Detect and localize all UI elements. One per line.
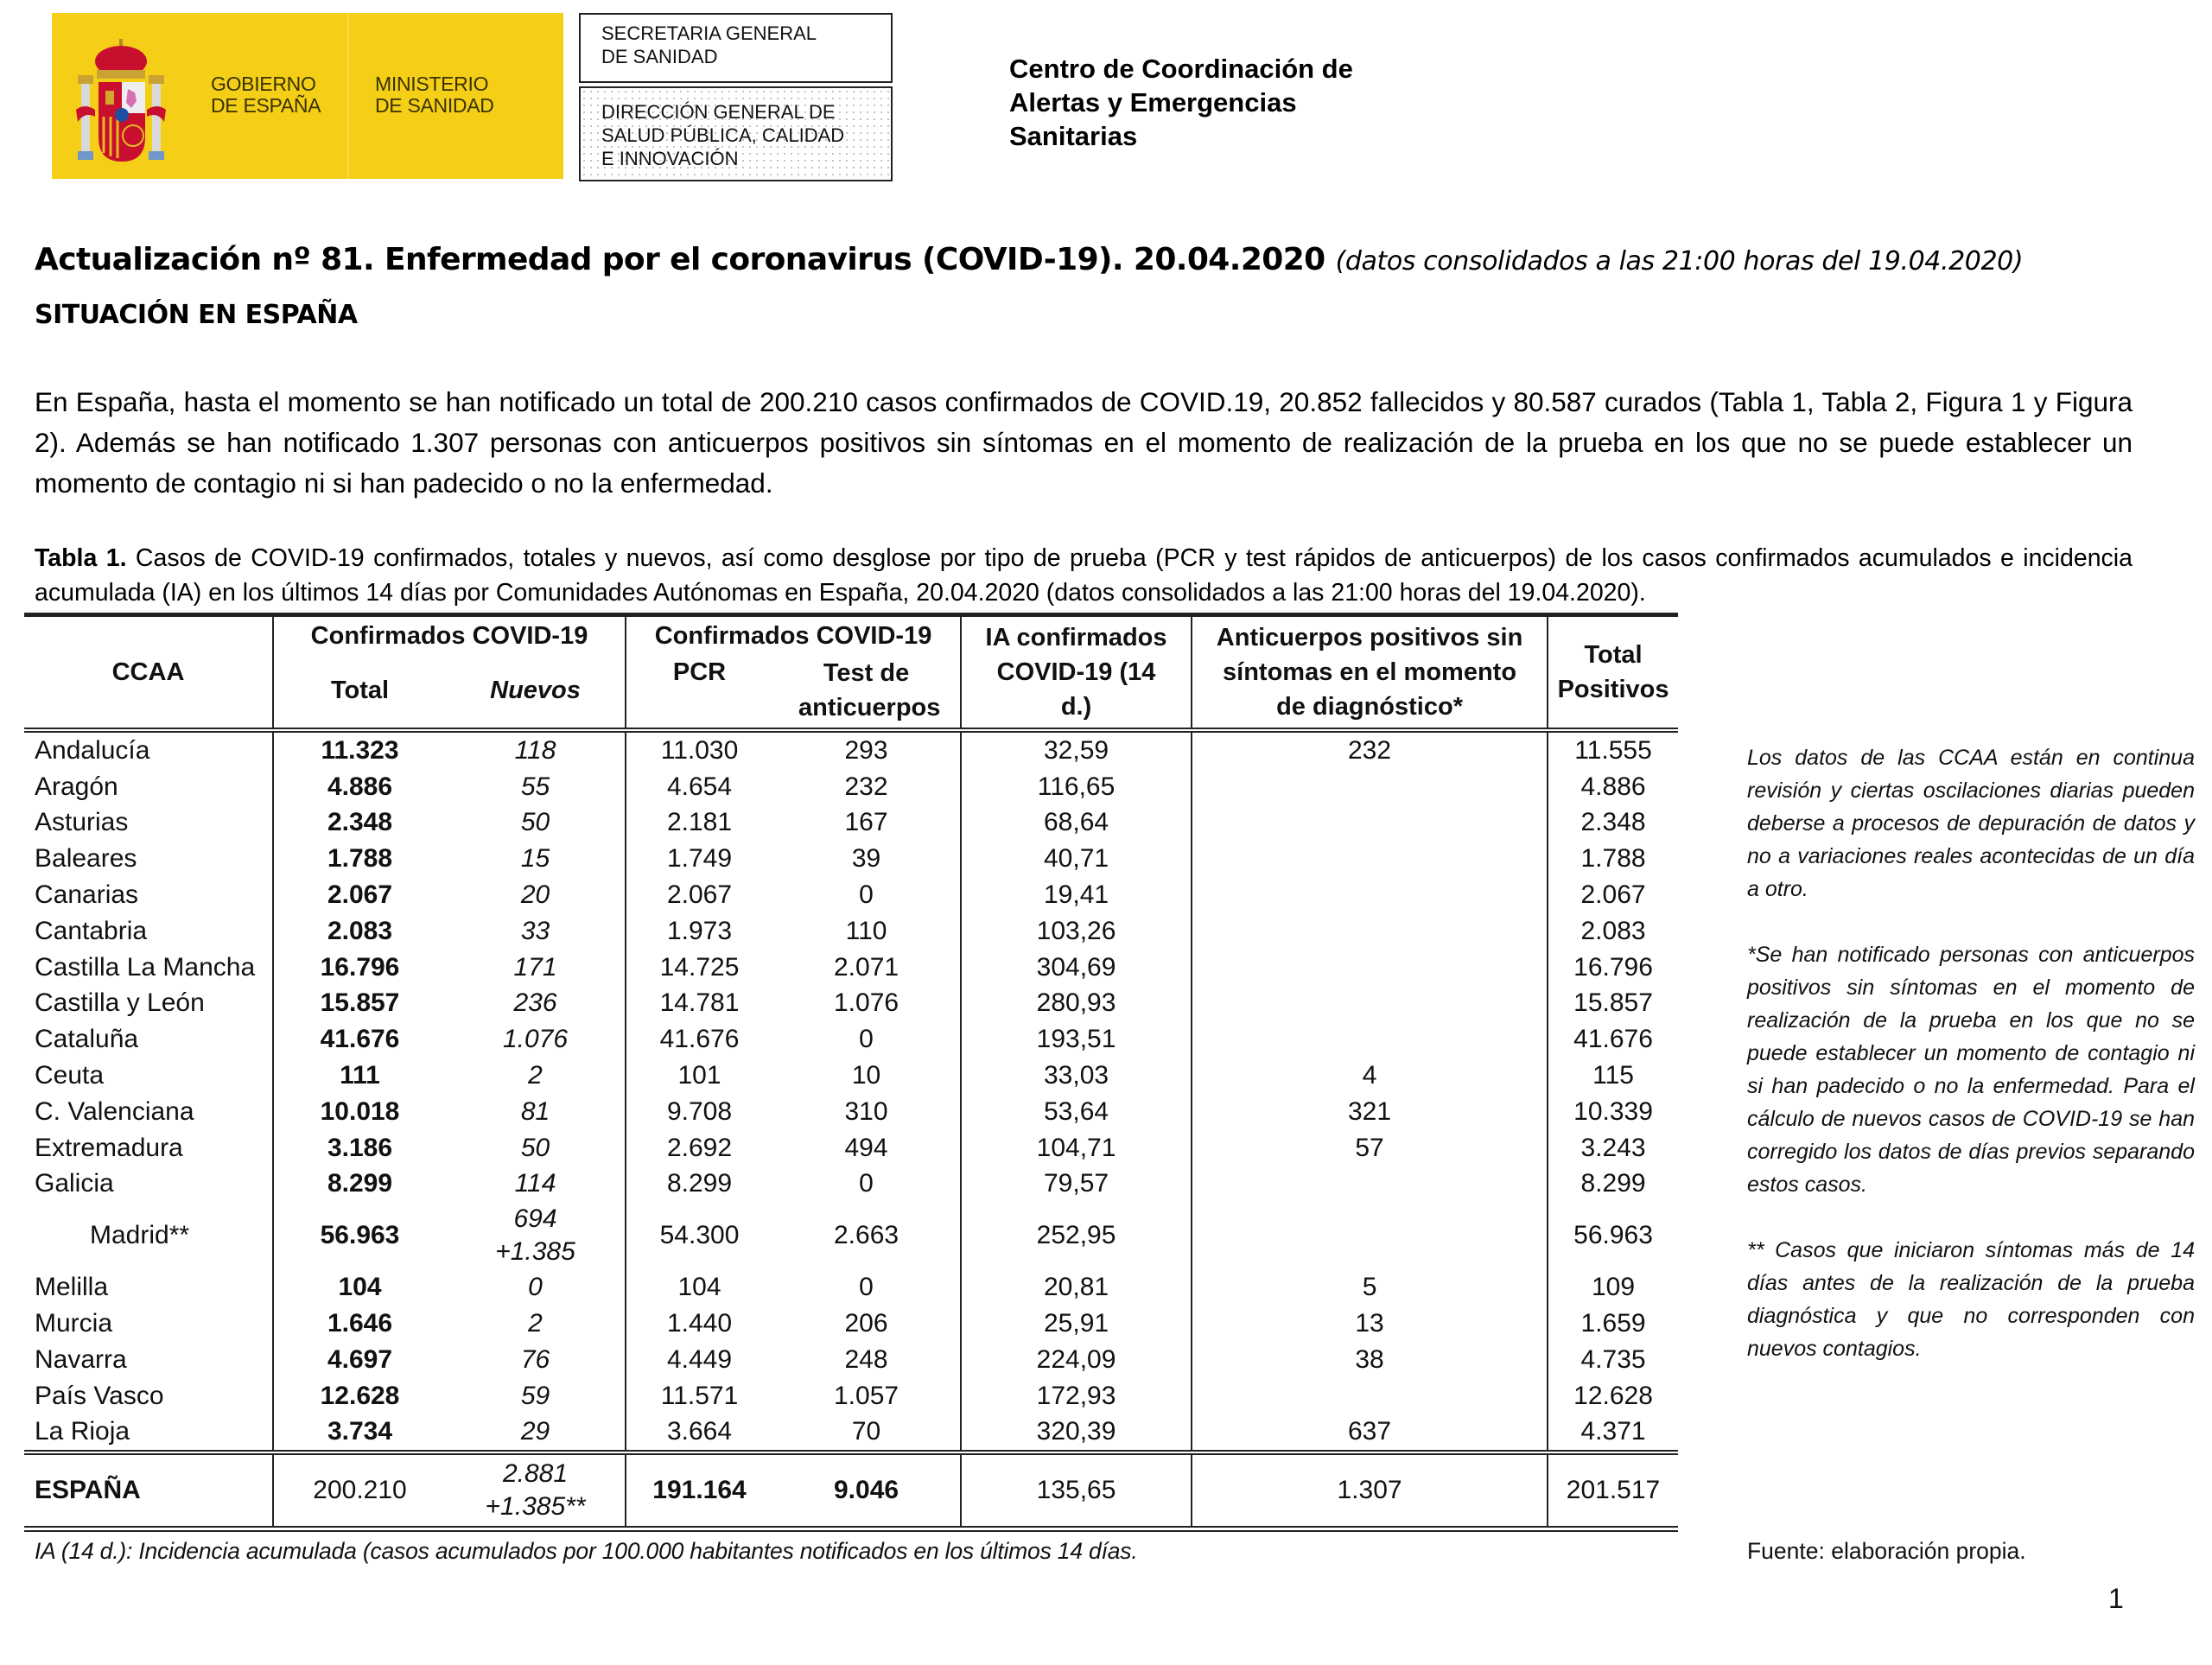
section-heading: SITUACIÓN EN ESPAÑA	[35, 300, 358, 330]
cell-total: 3.734	[273, 1414, 446, 1453]
cell-nuevos: 81	[520, 1096, 550, 1126]
cell-pcr: 191.164	[626, 1452, 772, 1529]
cell-total-positivos: 4.886	[1548, 769, 1678, 805]
cell-pcr: 2.181	[626, 805, 772, 842]
header-pcr: PCR	[626, 653, 772, 730]
table-row	[24, 1130, 1678, 1166]
cell-test: 2.071	[833, 952, 899, 982]
cell-anticuerpos	[1192, 1202, 1548, 1269]
cell-anticuerpos	[1192, 877, 1548, 913]
cell-test: 293	[844, 735, 888, 765]
cell-total-positivos: 16.796	[1548, 950, 1678, 986]
cell-ccaa: Cantabria	[35, 916, 148, 945]
cell-ccaa: Melilla	[35, 1273, 109, 1302]
cell-test: 0	[859, 1273, 874, 1302]
cell-ia: 33,03	[961, 1058, 1192, 1094]
cell-test: 110	[845, 916, 887, 945]
page-title	[35, 242, 2023, 277]
cell-total-positivos: 56.963	[1548, 1202, 1678, 1269]
covid-table	[24, 613, 1678, 1532]
cell-pcr: 104	[626, 1269, 772, 1306]
header-test: Test de anticuerpos	[772, 653, 961, 730]
cell-total-positivos: 4.735	[1548, 1342, 1678, 1378]
table-row	[24, 986, 1678, 1022]
cell-ccaa: Castilla La Mancha	[35, 952, 256, 982]
page-number: 1	[2108, 1583, 2124, 1614]
table-row	[24, 1378, 1678, 1414]
header-anticuerpos: Anticuerpos positivos sin síntomas en el momento de diagnóstico*	[1192, 615, 1548, 731]
logo-divider	[347, 13, 349, 179]
table-row	[24, 1094, 1678, 1130]
header-ccaa: CCAA	[24, 615, 273, 731]
gobierno-text: GOBIERNO DE ESPAÑA	[211, 73, 321, 117]
gobierno-logo	[52, 13, 563, 179]
side-note-anticuerpos: *Se han notificado personas con anticuerpos positivos sin síntomas en el momento de realización de la prueba en los que no se puede establecer un momento de contagio ni si han padecido o no la enfermedad. Para el cálculo de nuevos casos de COVID-19 se han corregido los datos de días previos separando estos casos.	[1747, 943, 2195, 1197]
cell-ia: 79,57	[961, 1166, 1192, 1203]
cell-total-positivos: 15.857	[1548, 986, 1678, 1022]
cell-test: 232	[844, 772, 888, 801]
cell-nuevos: 29	[520, 1417, 550, 1446]
title-subtitle: (datos consolidados a las 21:00 horas del 19.04.2020)	[1335, 246, 2024, 276]
centro-coordinacion-heading: Centro de Coordinación de Alertas y Emergencias Sanitarias	[1009, 54, 1353, 151]
cell-ia: 193,51	[961, 1021, 1192, 1058]
cell-anticuerpos	[1192, 913, 1548, 950]
cell-ccaa: Extremadura	[35, 1133, 183, 1162]
cell-anticuerpos	[1192, 1378, 1548, 1414]
cell-ccaa: Navarra	[35, 1344, 127, 1374]
cell-test: 0	[859, 1169, 874, 1198]
cell-test: 10	[851, 1061, 881, 1090]
cell-ia: 68,64	[961, 805, 1192, 842]
cell-pcr: 2.692	[626, 1130, 772, 1166]
source-note: Fuente: elaboración propia.	[1747, 1538, 2026, 1564]
secretaria-box: SECRETARIA GENERAL DE SANIDAD	[579, 13, 893, 83]
cell-total-positivos: 8.299	[1548, 1166, 1678, 1203]
cell-total-positivos: 109	[1548, 1269, 1678, 1306]
cell-total-positivos: 12.628	[1548, 1378, 1678, 1414]
cell-pcr: 1.440	[626, 1306, 772, 1342]
cell-anticuerpos: 13	[1192, 1306, 1548, 1342]
cell-ia: 32,59	[961, 730, 1192, 769]
header-ia: IA confirmados COVID-19 (14 d.)	[961, 615, 1192, 731]
header-confirmados-test-group: Confirmados COVID-19	[626, 615, 961, 654]
cell-nuevos: 114	[514, 1169, 556, 1198]
cell-ia: 320,39	[961, 1414, 1192, 1453]
cell-anticuerpos: 4	[1192, 1058, 1548, 1094]
cell-ia: 19,41	[961, 877, 1192, 913]
cell-test: 2.663	[833, 1221, 899, 1250]
cell-total-positivos: 11.555	[1548, 730, 1678, 769]
cell-test: 9.046	[772, 1452, 961, 1529]
cell-pcr: 9.708	[626, 1094, 772, 1130]
cell-pcr: 4.449	[626, 1342, 772, 1378]
coat-of-arms-icon	[74, 35, 169, 167]
cell-ia: 135,65	[961, 1452, 1192, 1529]
cell-test: 310	[844, 1096, 888, 1126]
header-nuevos: Nuevos	[446, 653, 626, 730]
cell-ia: 116,65	[961, 769, 1192, 805]
cell-total-positivos: 1.788	[1548, 841, 1678, 877]
cell-pcr: 2.067	[626, 877, 772, 913]
cell-ia: 40,71	[961, 841, 1192, 877]
cell-pcr: 41.676	[626, 1021, 772, 1058]
cell-ccaa: Andalucía	[35, 735, 150, 765]
cell-total-positivos: 1.659	[1548, 1306, 1678, 1342]
table-row	[24, 1269, 1678, 1306]
table-row	[24, 1414, 1678, 1453]
cell-nuevos: 50	[520, 1133, 550, 1162]
cell-anticuerpos	[1192, 950, 1548, 986]
cell-ccaa: Ceuta	[35, 1061, 105, 1090]
cell-anticuerpos: 57	[1192, 1130, 1548, 1166]
table-row	[24, 805, 1678, 842]
cell-ccaa: País Vasco	[35, 1381, 164, 1410]
ministerio-text: MINISTERIO DE SANIDAD	[375, 73, 494, 117]
cell-pcr: 8.299	[626, 1166, 772, 1203]
table-row	[24, 877, 1678, 913]
cell-total: 1.646	[273, 1306, 446, 1342]
cell-test: 248	[844, 1344, 888, 1374]
cell-ccaa: Galicia	[35, 1169, 114, 1198]
cell-ccaa: Murcia	[35, 1309, 113, 1338]
cell-nuevos: 694 +1.385	[495, 1204, 575, 1267]
cell-total: 2.348	[273, 805, 446, 842]
table-row	[24, 1166, 1678, 1203]
table-row	[24, 913, 1678, 950]
intro-paragraph: En España, hasta el momento se han notificado un total de 200.210 casos confirmados de COVID.19, 20.852 fallecidos y 80.587 curados (Tabla 1, Tabla 2, Figura 1 y Figura 2). Además se han notificado 1.307 personas con anticuerpos positivos sin síntomas en el momento de realización de la prueba en los que no se puede establecer un momento de contagio ni si han padecido o no la enfermedad.	[35, 386, 2133, 499]
cell-ccaa: Canarias	[35, 880, 139, 910]
cell-ccaa: Madrid**	[90, 1221, 190, 1250]
table-row	[24, 1306, 1678, 1342]
cell-total-positivos: 10.339	[1548, 1094, 1678, 1130]
cell-nuevos: 20	[520, 880, 550, 910]
cell-ia: 20,81	[961, 1269, 1192, 1306]
cell-anticuerpos: 232	[1192, 730, 1548, 769]
cell-ccaa: C. Valenciana	[35, 1096, 194, 1126]
table-caption	[35, 541, 2133, 610]
cell-total-positivos: 201.517	[1548, 1452, 1678, 1529]
cell-nuevos: 33	[520, 916, 550, 945]
cell-nuevos: 55	[520, 772, 550, 801]
cell-test: 494	[844, 1133, 888, 1162]
title-main: Actualización nº 81. Enfermedad por el coronavirus (COVID-19). 20.04.2020	[35, 242, 1325, 277]
table-row	[24, 841, 1678, 877]
cell-anticuerpos: 5	[1192, 1269, 1548, 1306]
cell-total: 16.796	[273, 950, 446, 986]
header-confirmados-group: Confirmados COVID-19	[273, 615, 626, 654]
cell-ia: 103,26	[961, 913, 1192, 950]
table-row	[24, 1202, 1678, 1269]
cell-total: 2.067	[273, 877, 446, 913]
header-total-positivos: Total Positivos	[1548, 615, 1678, 731]
cell-test: 1.057	[833, 1381, 899, 1410]
cell-ccaa: La Rioja	[35, 1417, 130, 1446]
cell-total-positivos: 41.676	[1548, 1021, 1678, 1058]
cell-total-positivos: 3.243	[1548, 1130, 1678, 1166]
cell-pcr: 14.725	[626, 950, 772, 986]
side-note-madrid: ** Casos que iniciaron síntomas más de 14 días antes de la realización de la prueba diagnóstica y que no corresponden con nuevos contagios.	[1747, 1238, 2195, 1361]
cell-total-positivos: 2.067	[1548, 877, 1678, 913]
cell-total: 11.323	[273, 730, 446, 769]
cell-ia: 172,93	[961, 1378, 1192, 1414]
cell-nuevos: 2.881 +1.385**	[446, 1452, 626, 1529]
cell-ccaa: Cataluña	[35, 1025, 139, 1054]
cell-ia: 304,69	[961, 950, 1192, 986]
cell-total: 104	[273, 1269, 446, 1306]
cell-total: 1.788	[273, 841, 446, 877]
header-total: Total	[273, 653, 446, 730]
cell-ccaa: Castilla y León	[35, 988, 205, 1018]
cell-nuevos: 171	[513, 952, 557, 982]
cell-pcr: 11.571	[626, 1378, 772, 1414]
cell-pcr: 1.749	[626, 841, 772, 877]
cell-nuevos: 1.076	[502, 1025, 569, 1054]
cell-pcr: 4.654	[626, 769, 772, 805]
cell-total-positivos: 4.371	[1548, 1414, 1678, 1453]
cell-ccaa: ESPAÑA	[24, 1452, 273, 1529]
cell-nuevos: 2	[528, 1309, 543, 1338]
cell-pcr: 14.781	[626, 986, 772, 1022]
cell-test: 39	[851, 844, 881, 874]
cell-nuevos: 15	[520, 844, 550, 874]
cell-nuevos: 76	[520, 1344, 550, 1374]
cell-total-positivos: 115	[1548, 1058, 1678, 1094]
cell-pcr: 101	[626, 1058, 772, 1094]
table-caption-text: Casos de COVID-19 confirmados, totales y nuevos, así como desglose por tipo de prueba (PCR y test rápidos de anticuerpos) de los casos confirmados acumulados e incidencia acumulada (IA) en los últimos 14 días por Comunidades Autónomas en España, 20.04.2020 (datos consolidados a las 21:00 horas del 19.04.2020).	[35, 544, 2133, 607]
cell-ccaa: Baleares	[35, 844, 137, 874]
cell-anticuerpos	[1192, 1166, 1548, 1203]
table-row	[24, 950, 1678, 986]
cell-ia: 53,64	[961, 1094, 1192, 1130]
cell-test: 1.076	[833, 988, 899, 1018]
cell-nuevos: 0	[528, 1273, 543, 1302]
cell-pcr: 1.973	[626, 913, 772, 950]
cell-anticuerpos	[1192, 1021, 1548, 1058]
cell-ia: 252,95	[961, 1202, 1192, 1269]
cell-total: 111	[273, 1058, 446, 1094]
cell-total: 8.299	[273, 1166, 446, 1203]
cell-pcr: 3.664	[626, 1414, 772, 1453]
cell-nuevos: 59	[520, 1381, 550, 1410]
side-notes	[1747, 741, 2195, 1398]
cell-pcr: 54.300	[626, 1202, 772, 1269]
cell-total: 2.083	[273, 913, 446, 950]
cell-anticuerpos	[1192, 805, 1548, 842]
cell-total: 200.210	[273, 1452, 446, 1529]
cell-nuevos: 50	[520, 808, 550, 837]
table-row	[24, 1058, 1678, 1094]
side-note-revision: Los datos de las CCAA están en continua revisión y ciertas oscilaciones diarias pueden deberse a procesos de depuración de datos y no a variaciones reales acontecidas de un día a otro.	[1747, 746, 2195, 901]
cell-total: 15.857	[273, 986, 446, 1022]
cell-anticuerpos	[1192, 769, 1548, 805]
cell-test: 206	[844, 1309, 888, 1338]
table-row	[24, 1021, 1678, 1058]
cell-pcr: 11.030	[626, 730, 772, 769]
cell-ccaa: Aragón	[35, 772, 118, 801]
cell-total: 41.676	[273, 1021, 446, 1058]
cell-total: 4.697	[273, 1342, 446, 1378]
cell-total: 56.963	[273, 1202, 446, 1269]
cell-nuevos: 236	[513, 988, 557, 1018]
cell-anticuerpos	[1192, 986, 1548, 1022]
cell-ia: 104,71	[961, 1130, 1192, 1166]
cell-ia: 25,91	[961, 1306, 1192, 1342]
cell-test: 0	[859, 1025, 874, 1054]
cell-anticuerpos: 1.307	[1192, 1452, 1548, 1529]
cell-total-positivos: 2.083	[1548, 913, 1678, 950]
table-row	[24, 730, 1678, 769]
cell-total: 3.186	[273, 1130, 446, 1166]
table-row	[24, 1342, 1678, 1378]
cell-test: 167	[844, 808, 888, 837]
cell-test: 70	[851, 1417, 881, 1446]
cell-ccaa: Asturias	[35, 808, 129, 837]
ia-footnote: IA (14 d.): Incidencia acumulada (casos acumulados por 100.000 habitantes notificados en los últimos 14 días.	[35, 1538, 1138, 1564]
table-row	[24, 769, 1678, 805]
cell-total-positivos: 2.348	[1548, 805, 1678, 842]
cell-anticuerpos	[1192, 841, 1548, 877]
direccion-box: DIRECCIÓN GENERAL DE SALUD PÚBLICA, CALIDAD E INNOVACIÓN	[579, 86, 893, 181]
table-total-row	[24, 1452, 1678, 1529]
cell-test: 0	[859, 880, 874, 910]
cell-ia: 280,93	[961, 986, 1192, 1022]
table-caption-label: Tabla 1.	[35, 544, 127, 572]
cell-anticuerpos: 321	[1192, 1094, 1548, 1130]
cell-ia: 224,09	[961, 1342, 1192, 1378]
cell-total: 12.628	[273, 1378, 446, 1414]
cell-total: 4.886	[273, 769, 446, 805]
cell-anticuerpos: 637	[1192, 1414, 1548, 1453]
cell-anticuerpos: 38	[1192, 1342, 1548, 1378]
cell-total: 10.018	[273, 1094, 446, 1130]
cell-nuevos: 2	[528, 1061, 543, 1090]
cell-nuevos: 118	[514, 735, 556, 765]
